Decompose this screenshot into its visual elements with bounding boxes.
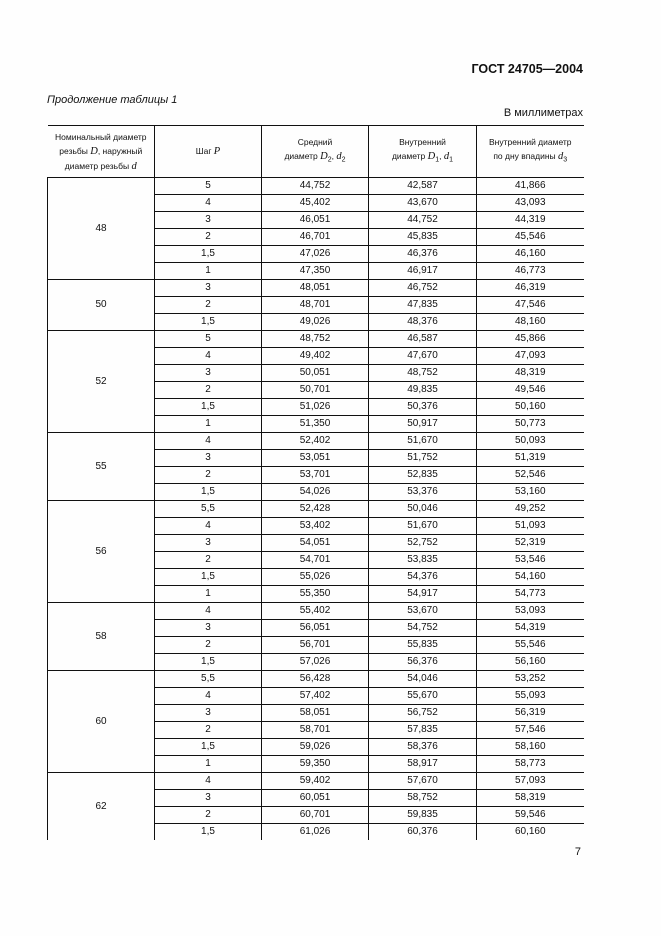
pitch-cell: 1,5	[155, 399, 262, 416]
pitch-cell: 2	[155, 807, 262, 824]
pitch-diameter-cell: 52,428	[262, 501, 369, 518]
pitch-diameter-cell: 47,350	[262, 263, 369, 280]
nominal-diameter-cell: 62	[48, 773, 155, 841]
page-number: 7	[574, 846, 581, 858]
pitch-cell: 2	[155, 637, 262, 654]
root-diameter-cell: 50,773	[477, 416, 584, 433]
pitch-cell: 3	[155, 450, 262, 467]
pitch-diameter-cell: 51,350	[262, 416, 369, 433]
pitch-diameter-cell: 54,701	[262, 552, 369, 569]
pitch-diameter-cell: 50,701	[262, 382, 369, 399]
pitch-diameter-cell: 56,051	[262, 620, 369, 637]
pitch-cell: 1	[155, 263, 262, 280]
minor-diameter-cell: 52,835	[369, 467, 477, 484]
pitch-diameter-cell: 51,026	[262, 399, 369, 416]
pitch-cell: 4	[155, 603, 262, 620]
root-diameter-cell: 57,546	[477, 722, 584, 739]
minor-diameter-cell: 55,670	[369, 688, 477, 705]
root-diameter-cell: 56,160	[477, 654, 584, 671]
pitch-cell: 1,5	[155, 654, 262, 671]
pitch-diameter-cell: 53,701	[262, 467, 369, 484]
pitch-diameter-cell: 58,051	[262, 705, 369, 722]
root-diameter-cell: 54,160	[477, 569, 584, 586]
pitch-diameter-cell: 61,026	[262, 824, 369, 841]
pitch-diameter-cell: 48,752	[262, 331, 369, 348]
pitch-cell: 5	[155, 331, 262, 348]
minor-diameter-cell: 46,917	[369, 263, 477, 280]
nominal-diameter-cell: 48	[48, 178, 155, 280]
pitch-diameter-cell: 59,402	[262, 773, 369, 790]
pitch-cell: 4	[155, 195, 262, 212]
minor-diameter-cell: 58,917	[369, 756, 477, 773]
minor-diameter-cell: 48,376	[369, 314, 477, 331]
root-diameter-cell: 48,160	[477, 314, 584, 331]
pitch-diameter-cell: 53,402	[262, 518, 369, 535]
root-diameter-cell: 55,546	[477, 637, 584, 654]
column-header-pitch: Шаг P	[155, 126, 262, 178]
root-diameter-cell: 53,546	[477, 552, 584, 569]
root-diameter-cell: 54,773	[477, 586, 584, 603]
minor-diameter-cell: 53,670	[369, 603, 477, 620]
minor-diameter-cell: 50,046	[369, 501, 477, 518]
minor-diameter-cell: 48,752	[369, 365, 477, 382]
pitch-diameter-cell: 55,350	[262, 586, 369, 603]
pitch-cell: 1,5	[155, 246, 262, 263]
pitch-diameter-cell: 59,026	[262, 739, 369, 756]
nominal-diameter-cell: 50	[48, 280, 155, 331]
root-diameter-cell: 58,319	[477, 790, 584, 807]
pitch-cell: 3	[155, 365, 262, 382]
root-diameter-cell: 51,093	[477, 518, 584, 535]
pitch-cell: 2	[155, 722, 262, 739]
pitch-cell: 1,5	[155, 484, 262, 501]
pitch-cell: 1	[155, 416, 262, 433]
minor-diameter-cell: 51,670	[369, 433, 477, 450]
minor-diameter-cell: 54,046	[369, 671, 477, 688]
pitch-diameter-cell: 54,026	[262, 484, 369, 501]
pitch-cell: 5,5	[155, 501, 262, 518]
pitch-diameter-cell: 57,402	[262, 688, 369, 705]
minor-diameter-cell: 46,376	[369, 246, 477, 263]
minor-diameter-cell: 52,752	[369, 535, 477, 552]
pitch-diameter-cell: 55,402	[262, 603, 369, 620]
minor-diameter-cell: 43,670	[369, 195, 477, 212]
root-diameter-cell: 53,252	[477, 671, 584, 688]
pitch-cell: 4	[155, 348, 262, 365]
root-diameter-cell: 47,546	[477, 297, 584, 314]
minor-diameter-cell: 54,752	[369, 620, 477, 637]
column-header-root-diameter: Внутренний диаметр по дну впадины $d_3$	[477, 126, 584, 178]
root-diameter-cell: 43,093	[477, 195, 584, 212]
minor-diameter-cell: 53,835	[369, 552, 477, 569]
root-diameter-cell: 50,093	[477, 433, 584, 450]
pitch-cell: 1,5	[155, 569, 262, 586]
pitch-diameter-cell: 52,402	[262, 433, 369, 450]
pitch-cell: 5,5	[155, 671, 262, 688]
pitch-diameter-cell: 58,701	[262, 722, 369, 739]
root-diameter-cell: 59,546	[477, 807, 584, 824]
pitch-cell: 2	[155, 467, 262, 484]
thread-dimensions-table	[47, 125, 584, 840]
root-diameter-cell: 46,160	[477, 246, 584, 263]
root-diameter-cell: 52,546	[477, 467, 584, 484]
pitch-cell: 3	[155, 280, 262, 297]
root-diameter-cell: 44,319	[477, 212, 584, 229]
root-diameter-cell: 58,773	[477, 756, 584, 773]
minor-diameter-cell: 47,670	[369, 348, 477, 365]
minor-diameter-cell: 45,835	[369, 229, 477, 246]
minor-diameter-cell: 50,917	[369, 416, 477, 433]
pitch-diameter-cell: 57,026	[262, 654, 369, 671]
table-row	[48, 178, 584, 195]
pitch-cell: 3	[155, 620, 262, 637]
pitch-diameter-cell: 46,051	[262, 212, 369, 229]
table-row	[48, 603, 584, 620]
root-diameter-cell: 45,546	[477, 229, 584, 246]
root-diameter-cell: 58,160	[477, 739, 584, 756]
root-diameter-cell: 48,319	[477, 365, 584, 382]
pitch-diameter-cell: 59,350	[262, 756, 369, 773]
root-diameter-cell: 41,866	[477, 178, 584, 195]
table-row	[48, 501, 584, 518]
root-diameter-cell: 49,252	[477, 501, 584, 518]
pitch-diameter-cell: 56,701	[262, 637, 369, 654]
pitch-cell: 3	[155, 212, 262, 229]
column-header-nominal-diameter: Номинальный диаметр резьбы D, наружный диаметр резьбы d	[48, 126, 155, 178]
pitch-cell: 5	[155, 178, 262, 195]
pitch-diameter-cell: 60,701	[262, 807, 369, 824]
pitch-cell: 4	[155, 518, 262, 535]
pitch-cell: 3	[155, 790, 262, 807]
table-row	[48, 671, 584, 688]
minor-diameter-cell: 50,376	[369, 399, 477, 416]
pitch-cell: 4	[155, 433, 262, 450]
pitch-cell: 2	[155, 229, 262, 246]
root-diameter-cell: 55,093	[477, 688, 584, 705]
table-body	[48, 178, 584, 841]
column-header-pitch-diameter: Средний диаметр $D_2$, $d_2$	[262, 126, 369, 178]
minor-diameter-cell: 49,835	[369, 382, 477, 399]
root-diameter-cell: 46,319	[477, 280, 584, 297]
minor-diameter-cell: 42,587	[369, 178, 477, 195]
pitch-diameter-cell: 54,051	[262, 535, 369, 552]
root-diameter-cell: 45,866	[477, 331, 584, 348]
pitch-diameter-cell: 50,051	[262, 365, 369, 382]
minor-diameter-cell: 51,670	[369, 518, 477, 535]
pitch-diameter-cell: 56,428	[262, 671, 369, 688]
pitch-diameter-cell: 48,701	[262, 297, 369, 314]
root-diameter-cell: 53,160	[477, 484, 584, 501]
root-diameter-cell: 54,319	[477, 620, 584, 637]
nominal-diameter-cell: 58	[48, 603, 155, 671]
nominal-diameter-cell: 52	[48, 331, 155, 433]
pitch-diameter-cell: 46,701	[262, 229, 369, 246]
minor-diameter-cell: 53,376	[369, 484, 477, 501]
minor-diameter-cell: 44,752	[369, 212, 477, 229]
table-header-row	[48, 126, 584, 178]
minor-diameter-cell: 55,835	[369, 637, 477, 654]
pitch-diameter-cell: 53,051	[262, 450, 369, 467]
pitch-diameter-cell: 47,026	[262, 246, 369, 263]
pitch-cell: 1,5	[155, 824, 262, 841]
minor-diameter-cell: 51,752	[369, 450, 477, 467]
units-note: В миллиметрах	[503, 107, 583, 119]
column-header-minor-diameter: Внутренний диаметр $D_1$, $d_1$	[369, 126, 477, 178]
minor-diameter-cell: 46,587	[369, 331, 477, 348]
pitch-diameter-cell: 45,402	[262, 195, 369, 212]
pitch-diameter-cell: 49,402	[262, 348, 369, 365]
table-row	[48, 280, 584, 297]
minor-diameter-cell: 58,752	[369, 790, 477, 807]
root-diameter-cell: 47,093	[477, 348, 584, 365]
root-diameter-cell: 56,319	[477, 705, 584, 722]
root-diameter-cell: 53,093	[477, 603, 584, 620]
root-diameter-cell: 60,160	[477, 824, 584, 841]
standard-number: ГОСТ 24705—2004	[471, 62, 583, 76]
table-row	[48, 433, 584, 450]
pitch-diameter-cell: 44,752	[262, 178, 369, 195]
table-row	[48, 773, 584, 790]
minor-diameter-cell: 59,835	[369, 807, 477, 824]
table-continuation-caption: Продолжение таблицы 1	[47, 94, 178, 106]
minor-diameter-cell: 57,835	[369, 722, 477, 739]
pitch-cell: 2	[155, 382, 262, 399]
nominal-diameter-cell: 60	[48, 671, 155, 773]
nominal-diameter-cell: 56	[48, 501, 155, 603]
pitch-cell: 1,5	[155, 314, 262, 331]
pitch-diameter-cell: 49,026	[262, 314, 369, 331]
root-diameter-cell: 57,093	[477, 773, 584, 790]
pitch-cell: 4	[155, 773, 262, 790]
pitch-diameter-cell: 55,026	[262, 569, 369, 586]
minor-diameter-cell: 54,917	[369, 586, 477, 603]
pitch-diameter-cell: 60,051	[262, 790, 369, 807]
pitch-cell: 3	[155, 705, 262, 722]
root-diameter-cell: 49,546	[477, 382, 584, 399]
minor-diameter-cell: 57,670	[369, 773, 477, 790]
minor-diameter-cell: 56,376	[369, 654, 477, 671]
root-diameter-cell: 52,319	[477, 535, 584, 552]
minor-diameter-cell: 56,752	[369, 705, 477, 722]
pitch-cell: 2	[155, 552, 262, 569]
minor-diameter-cell: 54,376	[369, 569, 477, 586]
pitch-cell: 2	[155, 297, 262, 314]
minor-diameter-cell: 47,835	[369, 297, 477, 314]
pitch-diameter-cell: 48,051	[262, 280, 369, 297]
pitch-cell: 1	[155, 756, 262, 773]
nominal-diameter-cell: 55	[48, 433, 155, 501]
root-diameter-cell: 51,319	[477, 450, 584, 467]
pitch-cell: 4	[155, 688, 262, 705]
minor-diameter-cell: 60,376	[369, 824, 477, 841]
root-diameter-cell: 46,773	[477, 263, 584, 280]
pitch-cell: 3	[155, 535, 262, 552]
table-row	[48, 331, 584, 348]
pitch-cell: 1	[155, 586, 262, 603]
root-diameter-cell: 50,160	[477, 399, 584, 416]
minor-diameter-cell: 58,376	[369, 739, 477, 756]
minor-diameter-cell: 46,752	[369, 280, 477, 297]
pitch-cell: 1,5	[155, 739, 262, 756]
